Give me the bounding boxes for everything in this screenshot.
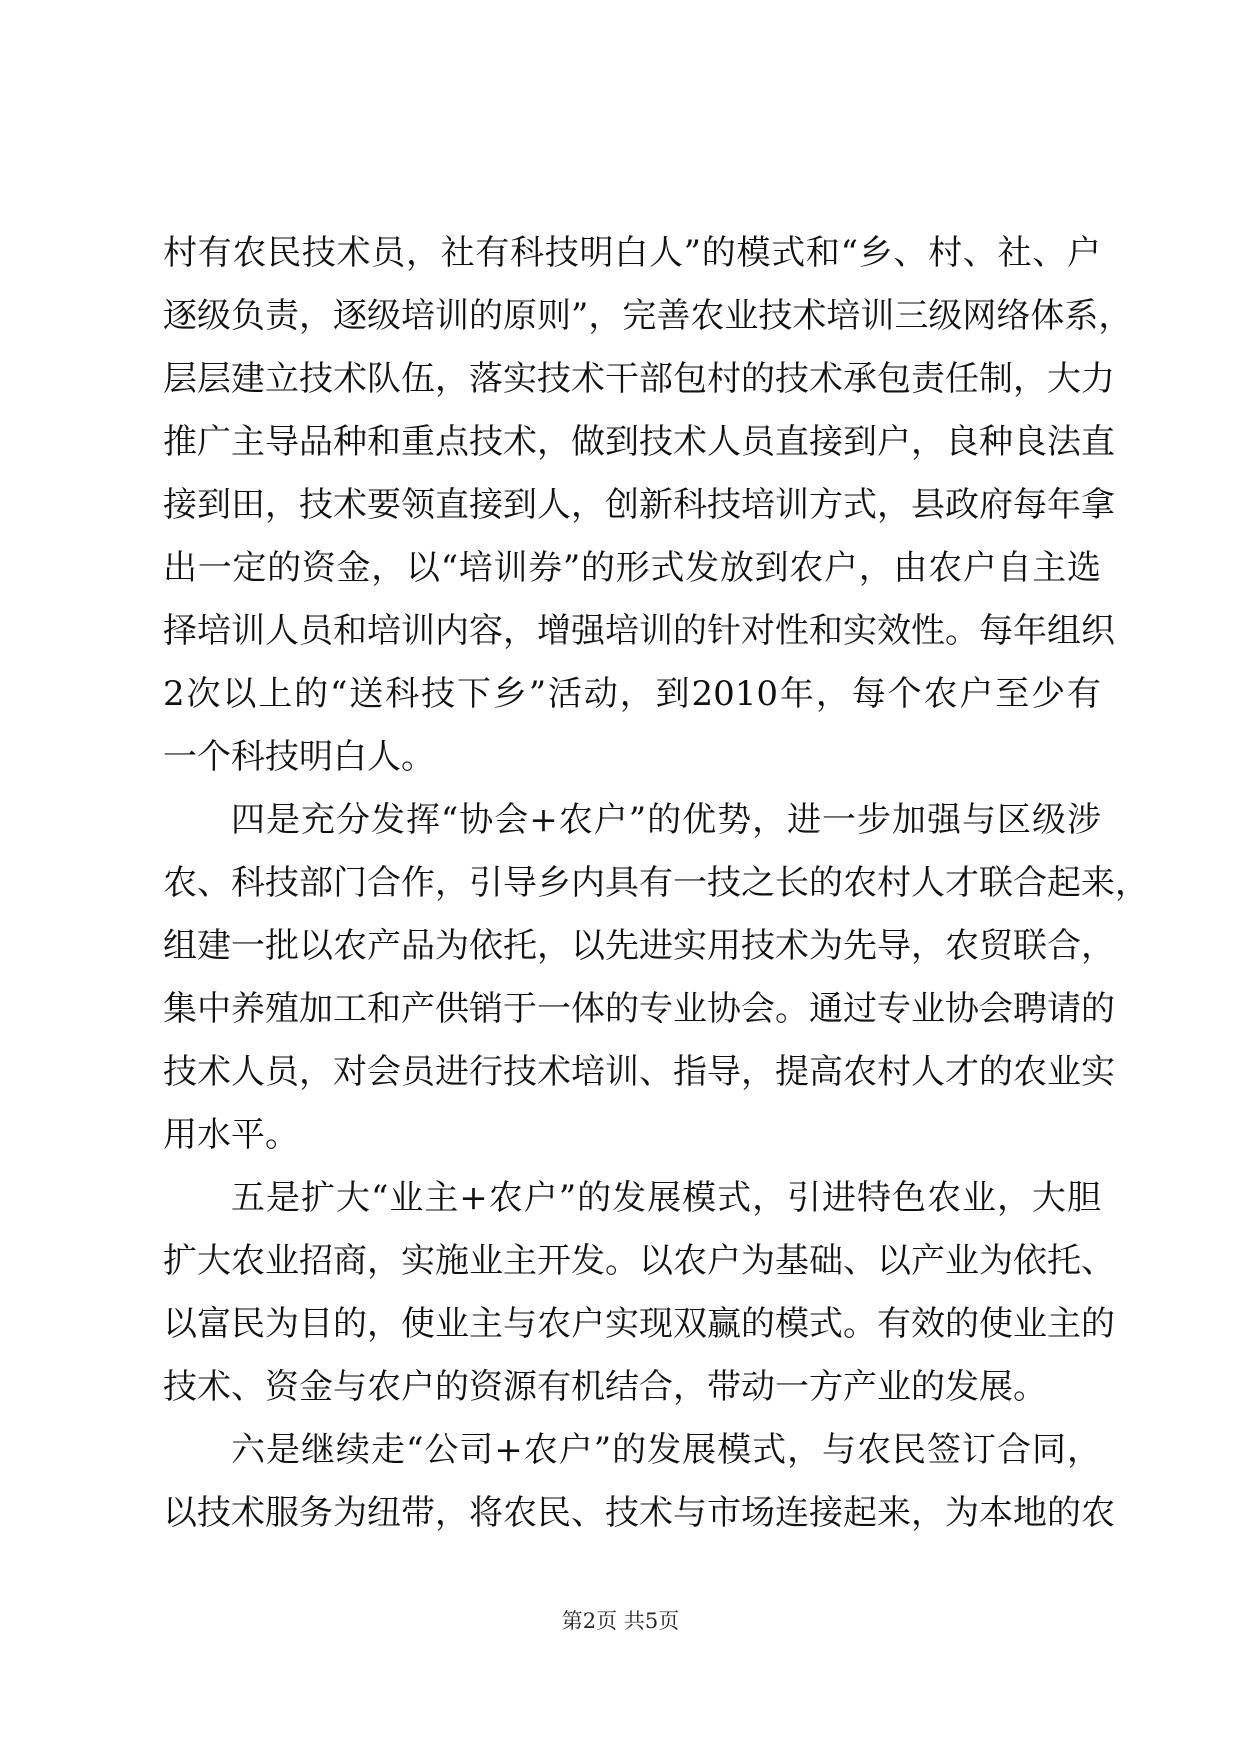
text-line: 层层建立技术队伍，落实技术干部包村的技术承包责任制，大力 [163,359,1115,399]
text-line: 技术人员，对会员进行技术培训、指导，提高农村人才的农业实 [163,1052,1115,1092]
text-line: 以技术服务为纽带，将农民、技术与市场连接起来，为本地的农 [163,1493,1115,1533]
text-line: 推广主导品种和重点技术，做到技术人员直接到户，良种良法直 [163,422,1115,462]
text-line: 六是继续走“公司+农户”的发展模式，与农民签订合同， [231,1430,1101,1470]
text-line: 集中养殖加工和产供销于一体的专业协会。通过专业协会聘请的 [163,989,1115,1029]
text-line: 接到田，技术要领直接到人，创新科技培训方式，县政府每年拿 [163,485,1115,525]
text-line: 组建一批以农产品为依托，以先进实用技术为先导，农贸联合， [163,926,1115,966]
text-line: 用水平。 [163,1115,299,1155]
text-line: 扩大农业招商，实施业主开发。以农户为基础、以产业为依托、 [163,1241,1115,1281]
text-line: 逐级负责，逐级培训的原则”，完善农业技术培训三级网络体系， [163,296,1133,336]
text-line: 技术、资金与农户的资源有机结合，带动一方产业的发展。 [163,1367,1047,1407]
document-body [163,222,1149,1545]
text-line: 2次以上的“送科技下乡”活动，到2010年，每个农户至少有 [163,674,1101,714]
text-line: 村有农民技术员，社有科技明白人”的模式和“乡、村、社、户 [163,233,1101,273]
paragraph-3 [163,1167,1115,1419]
paragraph-1 [163,222,1133,789]
page-number-footer: 第2页 共5页 [561,1609,680,1633]
paragraph-4 [163,1419,1115,1545]
paragraph-2 [163,789,1149,1167]
text-line: 农、科技部门合作，引导乡内具有一技之长的农村人才联合起来， [163,863,1149,903]
text-line: 出一定的资金，以“培训券”的形式发放到农户，由农户自主选 [163,548,1101,588]
text-line: 择培训人员和培训内容，增强培训的针对性和实效性。每年组织 [163,611,1115,651]
text-line: 五是扩大“业主+农户”的发展模式，引进特色农业，大胆 [231,1178,1101,1218]
text-line: 四是充分发挥“协会+农户”的优势，进一步加强与区级涉 [231,800,1101,840]
text-line: 以富民为目的，使业主与农户实现双赢的模式。有效的使业主的 [163,1304,1115,1344]
text-line: 一个科技明白人。 [163,737,435,777]
